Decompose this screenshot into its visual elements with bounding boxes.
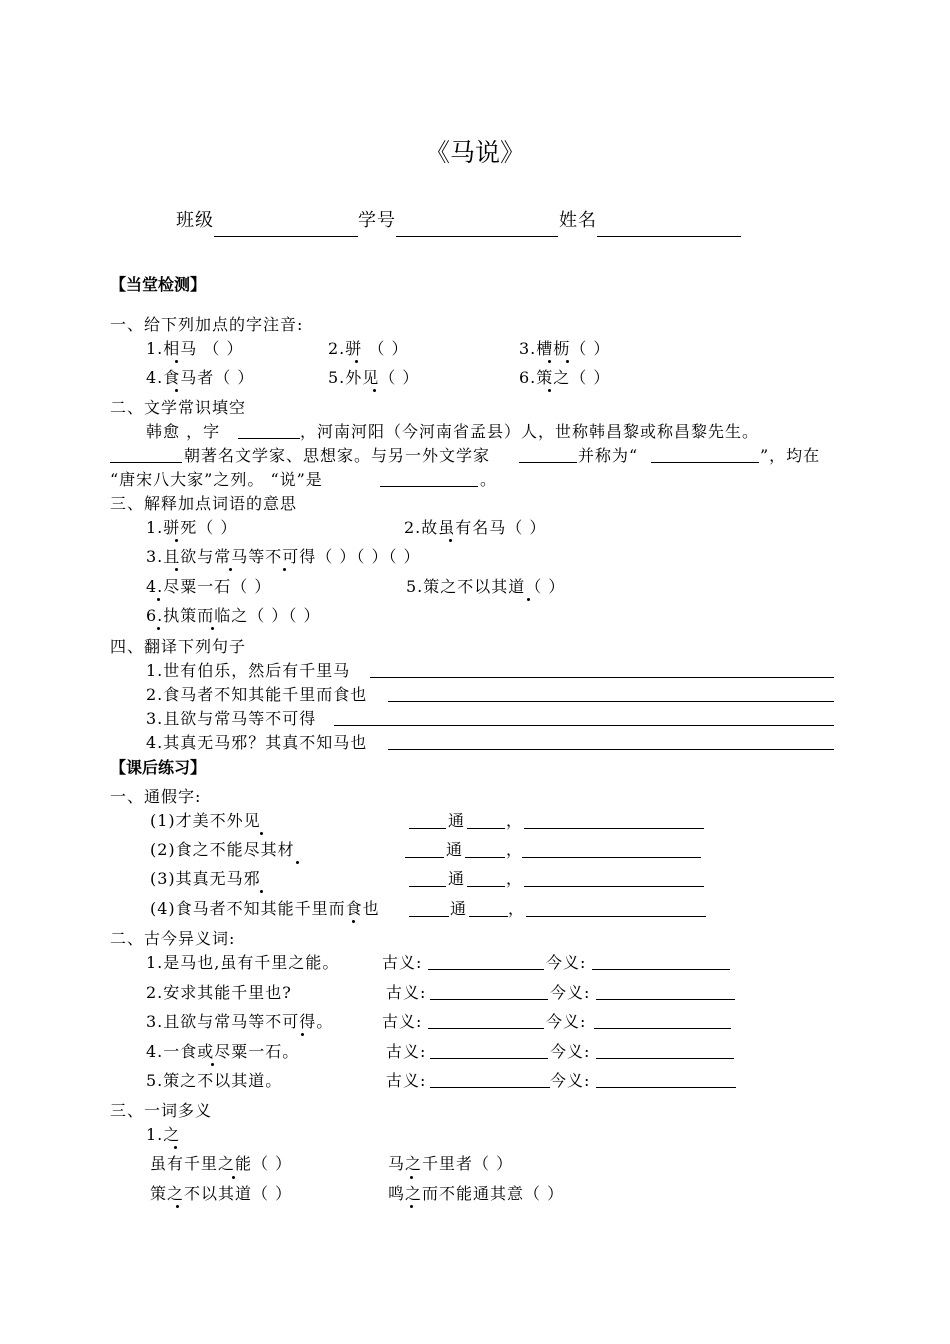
emphasis-dot (449, 539, 452, 542)
number-label: 学号 (358, 210, 396, 231)
section-heading-classroom: 【当堂检测】 (110, 275, 207, 294)
q2-text-2c: ”，均在 (760, 446, 821, 465)
emphasis-dot (211, 627, 214, 630)
gj-jin-label-2: 今义: (550, 983, 591, 1002)
q4-item-3: 3.且欲与常马等不可得 (146, 709, 317, 728)
gj-gu-line-4[interactable] (430, 1058, 548, 1059)
q3-item-6: 6.执策而临之（ ）（ ） (146, 606, 321, 625)
emphasis-dot (527, 598, 530, 601)
emphasis-dot (175, 568, 178, 571)
emphasis-dot (548, 389, 551, 392)
tj-tong-4: 通 (450, 899, 468, 918)
tj-tong-3: 通 (448, 869, 466, 888)
gj-gu-label-4: 古义: (386, 1042, 427, 1061)
q1-item-6: 6.策之（ ） (519, 368, 611, 387)
yc-item-2: 马之千里者（ ） (388, 1154, 514, 1173)
blank-genre[interactable] (380, 486, 478, 487)
emphasis-dot (175, 539, 178, 542)
emphasis-dot (232, 1176, 235, 1179)
q1-title: 一、给下列加点的字注音: (110, 315, 304, 334)
gj-jin-label-3: 今义: (546, 1012, 587, 1031)
emphasis-dot (157, 627, 160, 630)
q2-text-1b: ，河南河阳（今河南省孟县）人，世称韩昌黎或称昌黎先生。 (300, 422, 760, 441)
yc-item-4: 鸣之而不能通其意（ ） (388, 1184, 565, 1203)
name-label: 姓名 (559, 210, 597, 231)
q4-title: 四、翻译下列句子 (110, 637, 247, 656)
gj-jin-label-5: 今义: (550, 1071, 591, 1090)
gj-gu-label-3: 古义: (382, 1012, 423, 1031)
gj-gu-line-3[interactable] (428, 1028, 544, 1029)
tj-tong-1: 通 (448, 811, 466, 830)
tj-title: 一、通假字: (110, 787, 202, 806)
tj-blank-b-3[interactable] (467, 886, 505, 887)
emphasis-dot (548, 360, 551, 363)
gj-jin-line-4[interactable] (596, 1058, 734, 1059)
gj-item-4: 4.一食或尽粟一石。 (146, 1042, 300, 1061)
emphasis-dot (296, 861, 299, 864)
yc-subtitle: 1.之 (146, 1125, 181, 1144)
q2-text-1a: 韩愈 ，字 (146, 422, 221, 441)
tj-item-3: (3)其真无马邪 (150, 869, 261, 888)
page-title: 《马说》 (424, 138, 525, 167)
tj-blank-a-2[interactable] (405, 857, 444, 858)
tj-blank-a-3[interactable] (409, 886, 446, 887)
number-field[interactable] (396, 236, 558, 237)
emphasis-dot (175, 389, 178, 392)
blank-courtesy-name[interactable] (238, 438, 300, 439)
tj-item-4: (4)食马者不知其能千里而食也 (150, 899, 380, 918)
q3-item-1: 1.骈死（ ） (146, 518, 238, 537)
emphasis-dot (260, 832, 263, 835)
q2-text-2b: 并称为“ (578, 446, 639, 465)
tj-meaning-1[interactable] (524, 828, 704, 829)
blank-title[interactable] (651, 462, 759, 463)
translation-line-3[interactable] (334, 725, 834, 726)
q4-item-4: 4.其真无马邪？其真不知马也 (146, 733, 368, 752)
gj-gu-label-1: 古义: (382, 953, 423, 972)
emphasis-dot (229, 568, 232, 571)
tj-item-1: (1)才美不外见 (150, 811, 261, 830)
emphasis-dot (355, 360, 358, 363)
blank-writer[interactable] (519, 462, 577, 463)
emphasis-dot (176, 1205, 179, 1208)
q4-item-2: 2.食马者不知其能千里而食也 (146, 685, 368, 704)
tj-meaning-3[interactable] (524, 886, 704, 887)
yc-title: 三、一词多义 (110, 1101, 213, 1120)
gj-gu-label-5: 古义: (386, 1071, 427, 1090)
q2-text-3b: 。 (480, 470, 498, 489)
gj-jin-line-1[interactable] (592, 969, 730, 970)
tj-blank-a-1[interactable] (409, 828, 446, 829)
gj-item-5: 5.策之不以其道。 (146, 1071, 283, 1090)
q1-item-5: 5.外见（ ） (328, 368, 420, 387)
tj-meaning-4[interactable] (526, 916, 706, 917)
class-field[interactable] (214, 236, 358, 237)
tj-meaning-2[interactable] (522, 857, 701, 858)
q2-text-2a: 朝著名文学家、思想家。与另一外文学家 (184, 446, 491, 465)
gj-item-1: 1.是马也,虽有千里之能。 (146, 953, 340, 972)
gj-jin-line-5[interactable] (596, 1087, 736, 1088)
emphasis-dot (260, 890, 263, 893)
name-field[interactable] (597, 236, 741, 237)
gj-gu-label-2: 古义: (386, 983, 427, 1002)
q4-item-1: 1.世有伯乐，然后有千里马 (146, 661, 351, 680)
emphasis-dot (410, 1205, 413, 1208)
emphasis-dot (174, 1146, 177, 1149)
q1-item-2: 2.骈 （ ） (328, 339, 409, 358)
class-label: 班级 (176, 210, 214, 231)
tj-comma-4: ， (508, 899, 526, 918)
gj-jin-label-4: 今义: (550, 1042, 591, 1061)
yc-item-3: 策之不以其道（ ） (150, 1184, 293, 1203)
q3-item-4: 4.尽粟一石（ ） (146, 577, 272, 596)
yc-item-1: 虽有千里之能（ ） (150, 1154, 293, 1173)
gj-title: 二、古今异义词: (110, 929, 236, 948)
emphasis-dot (566, 360, 569, 363)
emphasis-dot (157, 598, 160, 601)
gj-gu-line-5[interactable] (430, 1087, 550, 1088)
tj-comma-3: ， (506, 869, 524, 888)
gj-gu-line-2[interactable] (430, 999, 548, 1000)
translation-line-2[interactable] (388, 701, 834, 702)
tj-tong-2: 通 (446, 840, 464, 859)
section-heading-homework: 【课后练习】 (110, 758, 207, 777)
q3-item-3: 3.且欲与常马等不可得（ ）（ ）（ ） (146, 547, 421, 566)
gj-jin-line-3[interactable] (594, 1028, 731, 1029)
q2-text-3a: “唐宋八大家”之列。 “说”是 (110, 470, 323, 489)
translation-line-1[interactable] (370, 677, 834, 678)
tj-comma-1: ， (506, 811, 524, 830)
emphasis-dot (301, 1033, 304, 1036)
gj-gu-line-1[interactable] (428, 969, 544, 970)
translation-line-4[interactable] (388, 749, 834, 750)
emphasis-dot (352, 920, 355, 923)
emphasis-dot (175, 360, 178, 363)
q1-item-4: 4.食马者（ ） (146, 368, 255, 387)
gj-item-3: 3.且欲与常马等不可得。 (146, 1012, 334, 1031)
gj-item-2: 2.安求其能千里也? (146, 983, 292, 1002)
q2-title: 二、文学常识填空 (110, 398, 247, 417)
blank-dynasty[interactable] (110, 462, 182, 463)
q3-item-2: 2.故虽有名马（ ） (404, 518, 547, 537)
emphasis-dot (410, 1176, 413, 1179)
q1-item-1: 1.相马 （ ） (146, 339, 244, 358)
q1-item-3: 3.槽枥（ ） (519, 339, 611, 358)
emphasis-dot (283, 568, 286, 571)
emphasis-dot (211, 1063, 214, 1066)
tj-blank-b-2[interactable] (465, 857, 505, 858)
tj-blank-b-4[interactable] (469, 916, 508, 917)
gj-jin-line-2[interactable] (596, 999, 735, 1000)
q3-item-5: 5.策之不以其道（ ） (406, 577, 566, 596)
emphasis-dot (373, 389, 376, 392)
tj-blank-a-4[interactable] (409, 916, 449, 917)
tj-comma-2: ， (506, 840, 524, 859)
tj-blank-b-1[interactable] (467, 828, 505, 829)
tj-item-2: (2)食之不能尽其材 (150, 840, 295, 859)
q3-title: 三、解释加点词语的意思 (110, 494, 298, 513)
gj-jin-label-1: 今义: (546, 953, 587, 972)
